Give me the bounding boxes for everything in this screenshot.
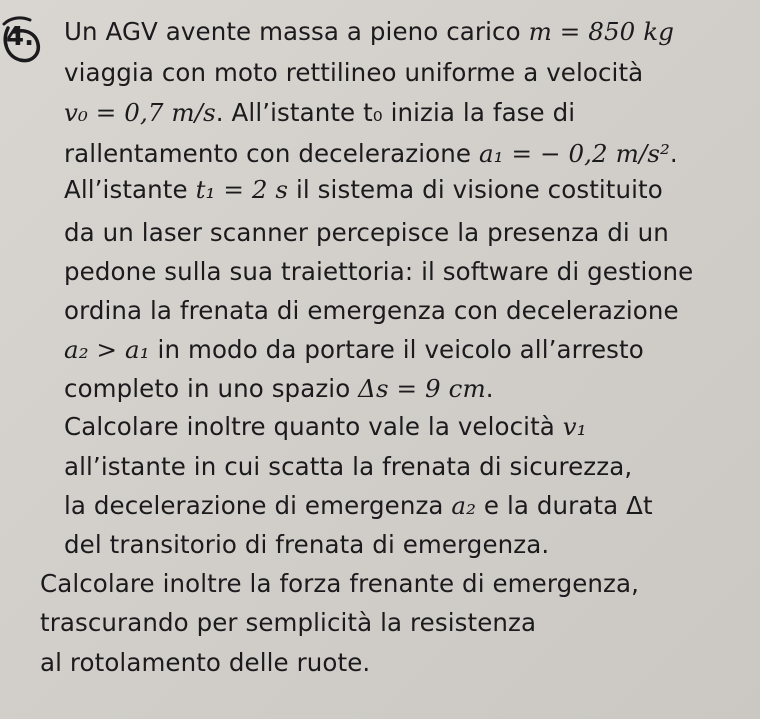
line-4-end: .: [669, 139, 678, 168]
text-line-6: [64, 218, 669, 248]
text-line-2: [64, 58, 643, 88]
a2-greater-a1-formula: a₂ > a₁: [64, 335, 150, 364]
line-13-end: e la durata Δt: [476, 491, 653, 520]
text-line-13: [64, 491, 653, 521]
line-6-text: da un laser scanner percepisce la presenza di un: [64, 218, 669, 247]
line-5-text: All’istante: [64, 175, 196, 204]
line-2-text: viaggia con moto rettilineo uniforme a velocità: [64, 58, 644, 87]
text-line-1: [64, 17, 674, 47]
a2-symbol: a₂: [451, 491, 477, 520]
mass-formula: m = 850 kg: [528, 17, 674, 46]
exercise-number: 4.: [6, 22, 34, 52]
text-line-7: [64, 257, 693, 287]
text-line-14: [64, 530, 549, 560]
text-line-17: [40, 648, 370, 678]
line-9-text: in modo da portare il veicolo all’arresto: [149, 335, 644, 364]
line-14-text: del transitorio di frenata di emergenza.: [64, 530, 550, 559]
line-10-text: completo in uno spazio: [64, 374, 359, 403]
line-11-text: Calcolare inoltre quanto vale la velocità: [64, 412, 563, 441]
space-delta-s-formula: Δs = 9 cm: [358, 374, 486, 403]
line-5-end: il sistema di visione costituito: [288, 175, 663, 204]
line-12-text: all’istante in cui scatta la frenata di sicurezza,: [64, 452, 633, 481]
time-t1-formula: t₁ = 2 s: [195, 175, 289, 204]
text-line-4: [64, 139, 678, 169]
line-4-text: rallentamento con decelerazione: [64, 139, 479, 168]
text-line-8: [64, 296, 679, 326]
velocity-v1-symbol: v₁: [562, 412, 587, 441]
line-8-text: ordina la frenata di emergenza con decelerazione: [64, 296, 679, 325]
text-line-16: [40, 608, 536, 638]
text-line-15: [40, 569, 639, 599]
text-line-10: [64, 374, 494, 404]
line-15-text: Calcolare inoltre la forza frenante di emergenza,: [40, 569, 639, 598]
line-17-text: al rotolamento delle ruote.: [40, 648, 371, 677]
text-line-12: [64, 452, 632, 482]
line-7-text: pedone sulla sua traiettoria: il software di gestione: [64, 257, 694, 286]
line-16-text: trascurando per semplicità la resistenza: [40, 608, 537, 637]
text-line-5: [64, 175, 663, 205]
line-3-text: . All’istante t₀ inizia la fase di: [215, 98, 576, 127]
text-line-11: [64, 412, 587, 442]
line-1-text: Un AGV avente massa a pieno carico: [64, 17, 529, 46]
deceleration-a1-formula: a₁ = − 0,2 m/s²: [478, 139, 670, 168]
text-line-9: [64, 335, 644, 365]
line-13-text: la decelerazione di emergenza: [64, 491, 452, 520]
exercise-number-marker: [0, 10, 60, 70]
text-line-3: [64, 98, 575, 128]
initial-velocity-formula: v₀ = 0,7 m/s: [64, 98, 216, 127]
line-10-end: .: [485, 374, 494, 403]
